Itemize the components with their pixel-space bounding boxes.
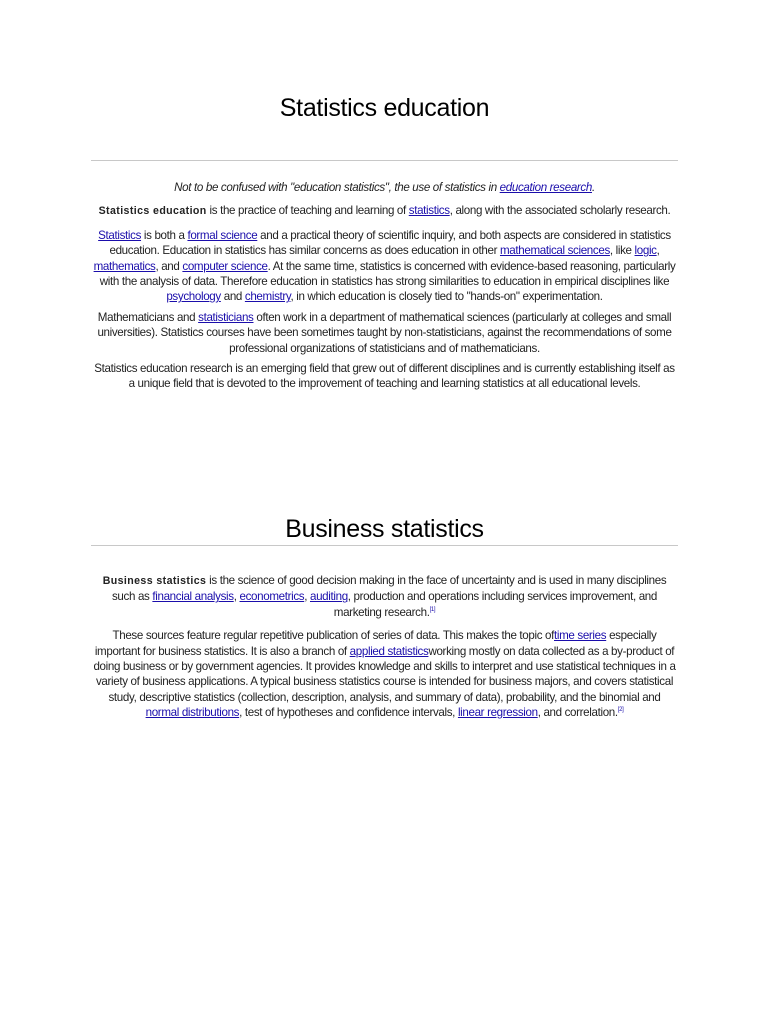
link-time-series[interactable]: time series [554, 629, 607, 643]
paragraph-statistics-science [91, 228, 678, 305]
section-title-business-statistics: Business statistics [285, 515, 484, 543]
paragraph-text: Mathematicians and [97, 310, 199, 324]
paragraph-text: , and [155, 259, 183, 273]
link-education-research[interactable]: education research [499, 181, 592, 194]
link-auditing[interactable]: auditing [309, 590, 348, 604]
link-psychology[interactable]: psychology [166, 290, 221, 304]
term-business-statistics: Business statistics [102, 575, 207, 587]
paragraph-text: , along with the associated scholarly research. [449, 204, 671, 218]
paragraph-text: These sources feature regular repetitive publication of series of data. This makes the topic of [112, 629, 554, 643]
paragraph-text: is both a [141, 228, 188, 242]
title-divider [91, 545, 678, 546]
paragraph-text: , and correlation. [537, 706, 618, 720]
link-mathematical-sciences[interactable]: mathematical sciences [499, 244, 610, 258]
paragraph-definition [91, 203, 678, 219]
link-logic[interactable]: logic [634, 244, 657, 258]
paragraph-text: , production and operations including services improvement, and marketing research. [333, 590, 658, 619]
paragraph-text: working mostly on data collected as a by-product of doing business or by government agencies. It provides knowledge and skills to interpret and use statistical techniques in a variety of business applications. A typical business statistics course is intended for business majors, and covers statistical study, descriptive statistics (collection, description, analysis, and summary of data), probability, and the binomial and [93, 644, 676, 704]
link-statisticians[interactable]: statisticians [198, 310, 254, 324]
paragraph-business-definition [91, 573, 678, 620]
link-statistics-2[interactable]: Statistics [98, 228, 142, 242]
hatnote-text: Not to be confused with "education statistics", the use of statistics in [174, 181, 500, 194]
link-formal-science[interactable]: formal science [187, 228, 258, 242]
paragraph-text: especially important for business statistics. It is also a branch of [94, 629, 657, 658]
statistics-education-body [91, 180, 678, 397]
business-statistics-body [91, 573, 678, 726]
paragraph-text: and a practical theory of scientific inquiry, and both aspects are considered in statistics education. Education in statistics has similar concerns as does education in other [109, 228, 671, 258]
link-statistics[interactable]: statistics [408, 204, 450, 218]
hatnote-end: . [591, 181, 595, 194]
link-financial-analysis[interactable]: financial analysis [152, 590, 234, 604]
link-linear-regression[interactable]: linear regression [457, 706, 538, 720]
paragraph-text: is the practice of teaching and learning of [206, 204, 409, 218]
link-applied-statistics[interactable]: applied statistics [349, 644, 429, 658]
link-econometrics[interactable]: econometrics [239, 590, 305, 604]
title-divider [91, 160, 678, 161]
paragraph-text: , like [609, 244, 635, 258]
paragraph-text: , [656, 244, 660, 258]
link-normal-distributions[interactable]: normal distributions [145, 706, 240, 720]
paragraph-business-sources [91, 628, 678, 720]
term-statistics-education: Statistics education [98, 205, 207, 218]
paragraph-text: , in which education is closely tied to "hands-on" experimentation. [290, 290, 603, 304]
reference-1[interactable]: [1] [429, 606, 436, 613]
paragraph-mathematicians [91, 310, 678, 356]
paragraph-text: is the science of good decision making in the face of uncertainty and is used in many disciplines such as [111, 574, 667, 604]
paragraph-text: , [304, 590, 310, 604]
hatnote [91, 180, 678, 195]
link-mathematics[interactable]: mathematics [93, 259, 156, 273]
paragraph-text: and [220, 290, 245, 304]
paragraph-text: , test of hypotheses and confidence intervals, [239, 706, 458, 720]
link-computer-science[interactable]: computer science [182, 259, 268, 273]
paragraph-research [91, 361, 678, 392]
paragraph-text: Statistics education research is an emerging field that grew out of different disciplines and is currently establishing itself as a unique field that is devoted to the improvement of teaching and learning statistics at all educational levels. [94, 362, 675, 391]
section-title-statistics-education: Statistics education [279, 94, 490, 122]
paragraph-text: , [233, 590, 240, 604]
paragraph-text: . At the same time, statistics is concerned with evidence-based reasoning, particularly with the analysis of data. Therefore education in statistics has strong similarities to education in empirical disciplines like [99, 259, 676, 289]
link-chemistry[interactable]: chemistry [244, 290, 291, 304]
paragraph-text: often work in a department of mathematical sciences (particularly at colleges and small universities). Statistics courses have been sometimes taught by non-statisticians, against the recommendations of some professional organizations of statisticians and of mathematicians. [97, 310, 672, 355]
reference-2[interactable]: [2] [617, 707, 624, 714]
